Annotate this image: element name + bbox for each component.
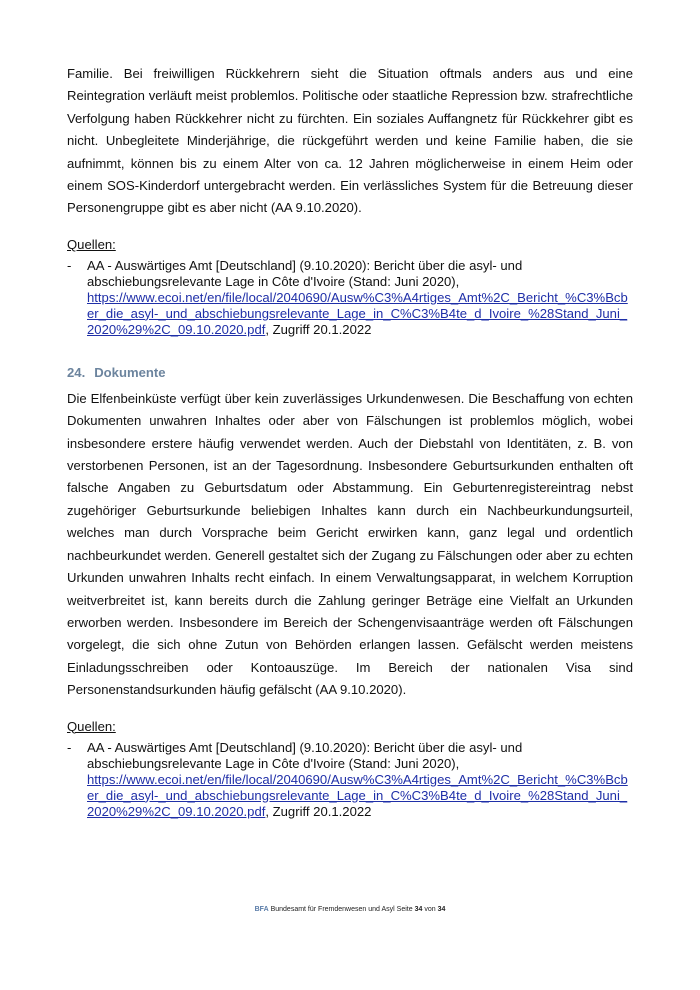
footer-of-word: von — [424, 906, 436, 913]
section-title: Dokumente — [94, 364, 166, 380]
document-page — [67, 63, 633, 820]
page-footer — [0, 906, 700, 913]
list-bullet: - — [67, 739, 72, 755]
source-item — [67, 740, 633, 820]
footer-page-word: Seite — [396, 906, 413, 913]
bfa-logo: BFA — [254, 906, 269, 913]
source-link[interactable]: https://www.ecoi.net/en/file/local/2040690/Ausw%C3%A4rtiges_Amt%2C_Bericht_%C3%Bcber_die_asyl-_und_abschiebungsrelevante_Lage_in_C%C3%B4te_d_Ivoire_%28Stand_Juni_2020%29%2C_09.10.2020.pdf — [87, 289, 628, 337]
footer-org: Bundesamt für Fremdenwesen und Asyl — [270, 906, 395, 913]
source-text: AA - Auswärtiges Amt [Deutschland] (9.10.2020): Bericht über die asyl- und abschiebungsrelevante Lage in Côte d'Ivoire (Stand: Juni 2020), — [87, 739, 523, 771]
footer-page-total: 34 — [437, 906, 446, 913]
sources-label: Quellen: — [67, 718, 116, 734]
source-access-date: , Zugriff 20.1.2022 — [265, 321, 372, 337]
footer-page-number: 34 — [414, 906, 423, 913]
source-access-date: , Zugriff 20.1.2022 — [265, 803, 372, 819]
source-text: AA - Auswärtiges Amt [Deutschland] (9.10.2020): Bericht über die asyl- und abschiebungsrelevante Lage in Côte d'Ivoire (Stand: Juni 2020), — [87, 257, 523, 289]
sources-label: Quellen: — [67, 236, 116, 252]
list-bullet: - — [67, 257, 72, 273]
source-item — [67, 258, 633, 338]
paragraph-documents: Die Elfenbeinküste verfügt über kein zuverlässiges Urkundenwesen. Die Beschaffung von echten Dokumenten unwahren Inhaltes oder aber von Fälschungen ist problemlos möglich, wobei insbesondere erstere häufig verwendet werden. Auch der Diebstahl von Identitäten, z. B. von verstorbenen Personen, ist an der Tagesordnung. Insbesondere Geburtsurkunden enthalten oft falsche Angaben zu Geburtsdatum oder Abstammung. Ein Geburtenregistereintrag nebst zugehöriger Geburtsurkunde beliebigen Inhaltes kann durch ein Nachbeurkundungsurteil, welches man durch Vorsprache beim Gericht erwirken kann, ganz legal und ordentlich nachbeurkundet werden. Generell gestaltet sich der Zugang zu Fälschungen oder aber zu echten Urkunden unwahren Inhalts recht einfach. In einem Verwaltungsapparat, in welchem Korruption weitverbreitet ist, kann bereits durch die Zahlung geringer Beträge eine Vielfalt an Urkunden erworben werden. Insbesondere im Bereich der Schengenvisaanträge werden oft Fälschungen vorgelegt, die sich ohne Zutun von Behörden erlangen lassen. Gefälscht werden meistens Einladungsschreiben oder Kontoauszüge. Im Bereich der nationalen Visa sind Personenstandsurkunden häufig gefälscht (AA 9.10.2020). — [67, 390, 633, 698]
section-number: 24. — [67, 364, 86, 380]
paragraph-return: Familie. Bei freiwilligen Rückkehrern sieht die Situation oftmals anders aus und eine Reintegration verläuft meist problemlos. Politische oder staatliche Repression bzw. strafrechtliche Verfolgung haben Rückkehrer nicht zu fürchten. Ein soziales Auffangnetz für Rückkehrer gibt es nicht. Unbegleitete Minderjährige, die rückgeführt werden und keine Familie haben, die sie aufnimmt, können bis zu einem Alter von ca. 12 Jahren möglicherweise in einem Heim oder einem SOS-Kinderdorf untergebracht werden. Ein verlässliches System für die Betreuung dieser Personengruppe gibt es aber nicht (AA 9.10.2020). — [67, 66, 633, 216]
source-link[interactable]: https://www.ecoi.net/en/file/local/2040690/Ausw%C3%A4rtiges_Amt%2C_Bericht_%C3%Bcber_die_asyl-_und_abschiebungsrelevante_Lage_in_C%C3%B4te_d_Ivoire_%28Stand_Juni_2020%29%2C_09.10.2020.pdf — [87, 771, 628, 819]
section-heading — [67, 364, 633, 382]
